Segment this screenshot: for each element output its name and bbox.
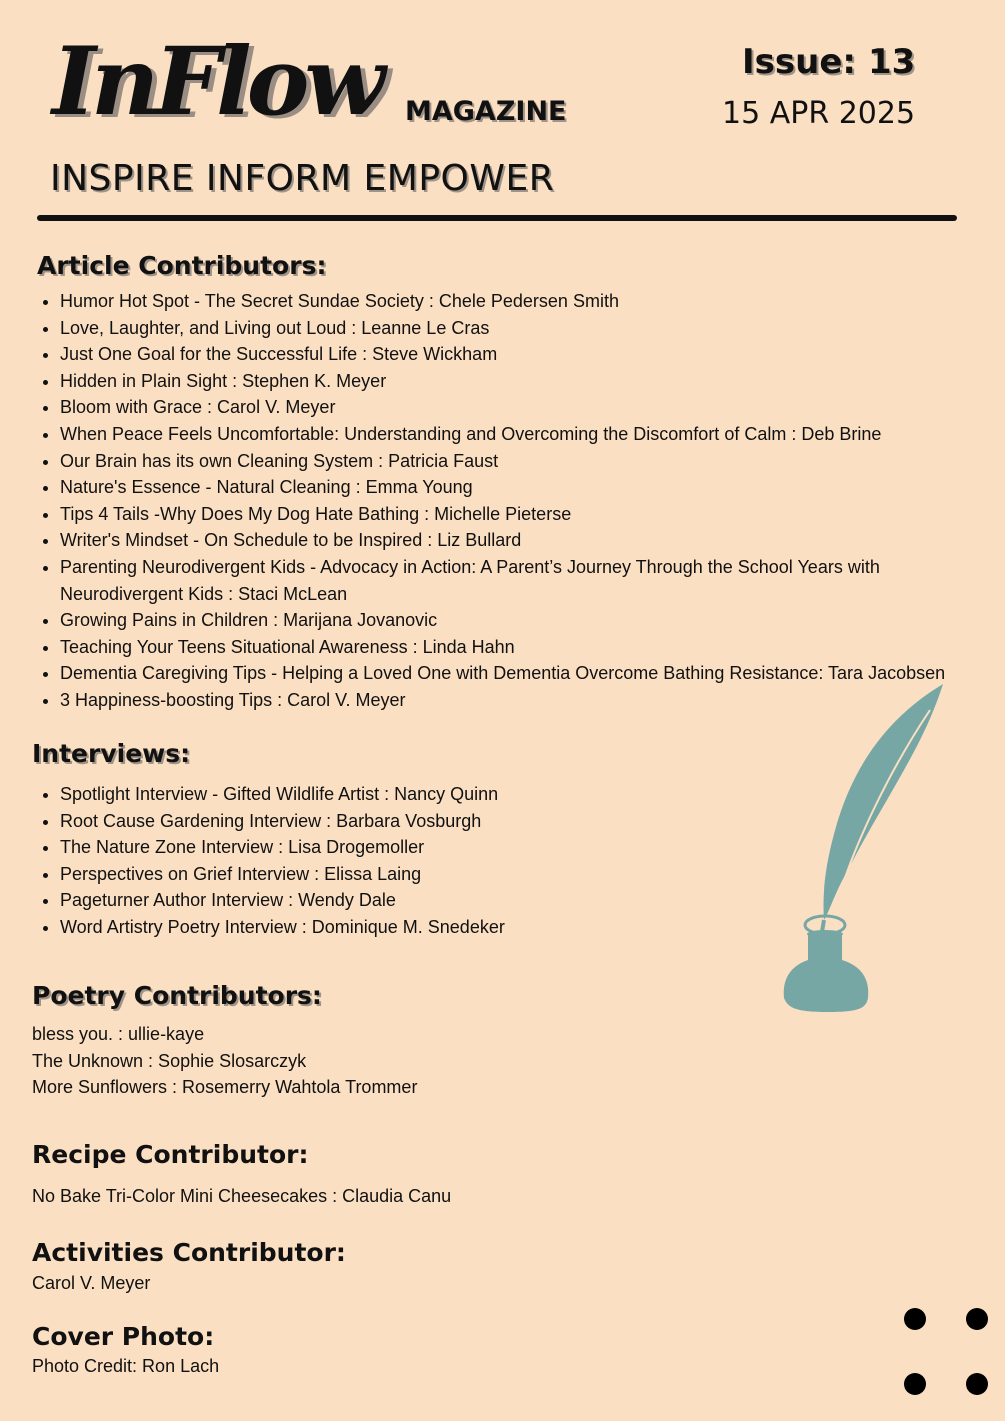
article-contributor-item: • Love, Laughter, and Living out Loud : Leanne Le Cras — [60, 315, 960, 342]
issue-date: 15 APR 2025 — [722, 96, 916, 131]
article-contributor-item: • Tips 4 Tails -Why Does My Dog Hate Bathing : Michelle Pieterse — [60, 501, 960, 528]
interview-item: • Spotlight Interview - Gifted Wildlife Artist : Nancy Quinn — [60, 781, 780, 808]
article-contributor-item: • Parenting Neurodivergent Kids - Advocacy in Action: A Parent’s Journey Through the School Years with Neurodivergent Kids : Staci McLean — [60, 554, 960, 607]
recipe-line: No Bake Tri-Color Mini Cheesecakes : Claudia Canu — [32, 1186, 452, 1206]
article-contributor-item: • Just One Goal for the Successful Life : Steve Wickham — [60, 341, 960, 368]
article-contributor-item: • Hidden in Plain Sight : Stephen K. Meyer — [60, 368, 960, 395]
article-contributor-item: • Our Brain has its own Cleaning System : Patricia Faust — [60, 448, 960, 475]
decor-dot — [966, 1373, 988, 1395]
article-contributor-item: • Dementia Caregiving Tips - Helping a Loved One with Dementia Overcome Bathing Resistance: Tara Jacobsen — [60, 660, 960, 687]
poetry-contributors-heading: Poetry Contributors: — [32, 981, 322, 1010]
header-divider — [37, 215, 957, 221]
article-contributor-item: • Writer's Mindset - On Schedule to be Inspired : Liz Bullard — [60, 527, 960, 554]
article-contributor-item: • Bloom with Grace : Carol V. Meyer — [60, 394, 960, 421]
poetry-contributors-list — [32, 1021, 417, 1101]
interview-item: • Word Artistry Poetry Interview : Dominique M. Snedeker — [60, 914, 780, 941]
activities-contributor-text — [32, 1270, 150, 1297]
interviews-heading: Interviews: — [32, 739, 191, 768]
issue-info — [742, 42, 915, 82]
cover-photo-credit — [32, 1353, 219, 1380]
interviews-list — [32, 781, 780, 941]
activities-line: Carol V. Meyer — [32, 1273, 151, 1293]
interview-item: • Pageturner Author Interview : Wendy Dale — [60, 887, 780, 914]
article-contributors-list — [32, 288, 960, 714]
article-contributor-item: • 3 Happiness-boosting Tips : Carol V. Meyer — [60, 687, 960, 714]
article-contributor-item: • Humor Hot Spot - The Secret Sundae Society : Chele Pedersen Smith — [60, 288, 960, 315]
quill-inkwell-icon — [780, 680, 950, 1020]
interview-item: • The Nature Zone Interview : Lisa Drogemoller — [60, 834, 780, 861]
interview-item: • Root Cause Gardening Interview : Barbara Vosburgh — [60, 808, 780, 835]
article-contributor-item: • Growing Pains in Children : Marijana Jovanovic — [60, 607, 960, 634]
decor-dot — [904, 1308, 926, 1330]
tagline: INSPIRE INFORM EMPOWER — [50, 158, 555, 199]
interview-item: • Perspectives on Grief Interview : Elissa Laing — [60, 861, 780, 888]
article-contributor-item: • When Peace Feels Uncomfortable: Understanding and Overcoming the Discomfort of Calm : Deb Brine — [60, 421, 960, 448]
issue-label: Issue: — [742, 42, 856, 82]
poetry-contributor-item: bless you. : ullie-kaye — [32, 1024, 205, 1044]
article-contributor-item: • Nature's Essence - Natural Cleaning : Emma Young — [60, 474, 960, 501]
activities-contributor-heading: Activities Contributor: — [32, 1238, 346, 1267]
cover-photo-heading: Cover Photo: — [32, 1322, 215, 1351]
article-contributors-heading: Article Contributors: — [37, 251, 327, 280]
decor-dot — [904, 1373, 926, 1395]
decor-dot — [966, 1308, 988, 1330]
cover-photo-line: Photo Credit: Ron Lach — [32, 1356, 220, 1376]
issue-number: 13 — [868, 42, 916, 82]
logo-wordmark: InFlow — [52, 27, 381, 137]
poetry-contributor-item: More Sunflowers : Rosemerry Wahtola Trommer — [32, 1077, 418, 1097]
recipe-contributor-text — [32, 1183, 451, 1210]
article-contributor-item: • Teaching Your Teens Situational Awareness : Linda Hahn — [60, 634, 960, 661]
magazine-label: MAGAZINE — [405, 96, 567, 127]
poetry-contributor-item: The Unknown : Sophie Slosarczyk — [32, 1050, 307, 1071]
recipe-contributor-heading: Recipe Contributor: — [32, 1140, 309, 1169]
